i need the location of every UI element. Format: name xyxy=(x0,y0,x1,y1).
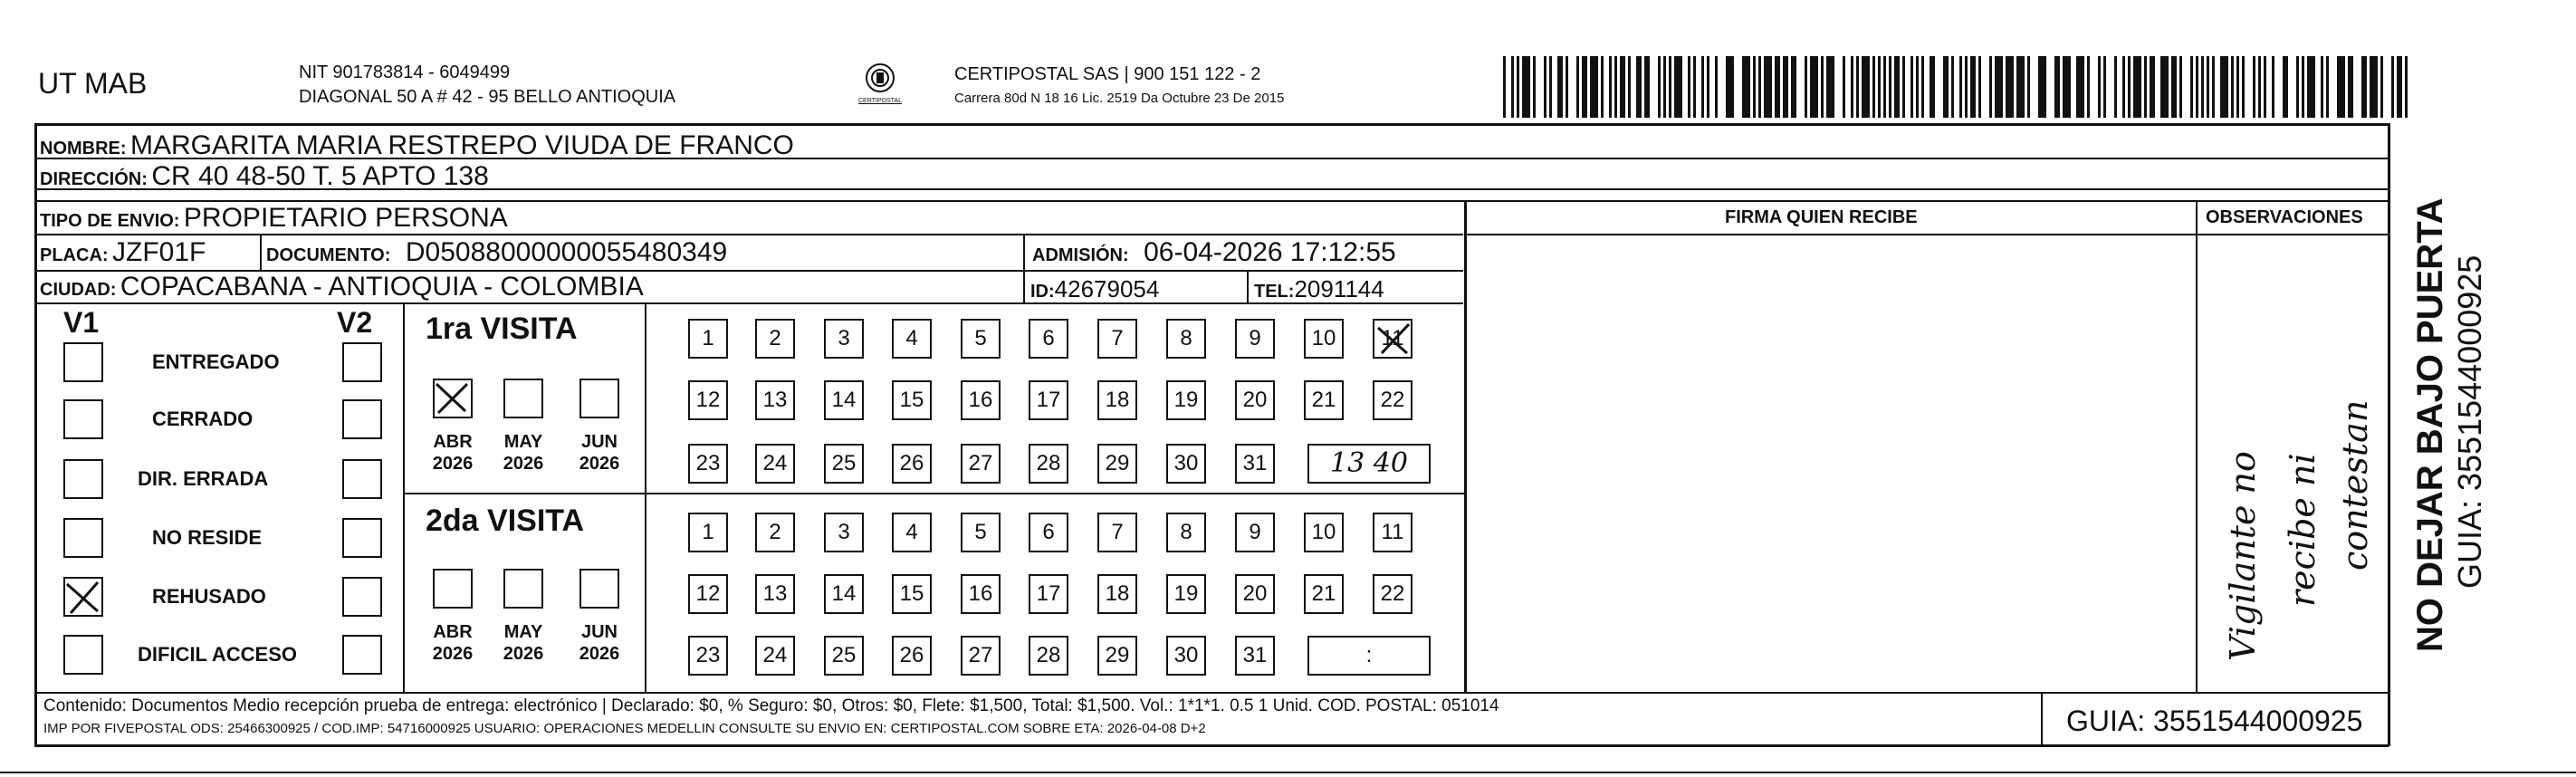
no-dejar-bajo-puerta: NO DEJAR BAJO PUERTA xyxy=(2410,197,2450,652)
first-visit-day-30[interactable]: 30 xyxy=(1166,444,1206,484)
second-visit-day-18[interactable]: 18 xyxy=(1097,574,1137,614)
v1-checkbox-rehusado[interactable] xyxy=(63,577,103,617)
second-visit-day-11[interactable]: 11 xyxy=(1373,513,1412,552)
second-visit-month-label-jun: JUN 2026 xyxy=(579,622,620,664)
v1-checkbox-dir-errada[interactable] xyxy=(63,459,103,499)
second-visit-day-28[interactable]: 28 xyxy=(1029,636,1068,676)
second-visit-day-12[interactable]: 12 xyxy=(688,574,728,614)
barcode xyxy=(1503,56,2411,118)
second-visit-month-jun[interactable] xyxy=(579,569,619,609)
first-visit-day-31[interactable]: 31 xyxy=(1235,444,1275,484)
first-visit-month-label-may: MAY 2026 xyxy=(503,432,544,474)
first-visit-day-27[interactable]: 27 xyxy=(961,444,1001,484)
first-visit-day-13[interactable]: 13 xyxy=(755,380,795,420)
second-visit-title: 2da VISITA xyxy=(426,504,585,538)
carrier-license: Carrera 80d N 18 16 Lic. 2519 Da Octubre 23 De 2015 xyxy=(954,91,1285,106)
status-label-dir-errada: DIR. ERRADA xyxy=(138,467,269,490)
observations-handwritten xyxy=(2202,245,2383,688)
first-visit-day-4[interactable]: 4 xyxy=(892,319,932,359)
tipo-envio-label: TIPO DE ENVIO: xyxy=(40,211,180,231)
first-visit-day-25[interactable]: 25 xyxy=(824,444,864,484)
second-visit-day-1[interactable]: 1 xyxy=(688,513,728,552)
first-visit-day-6[interactable]: 6 xyxy=(1029,319,1068,359)
status-label-no-reside: NO RESIDE xyxy=(152,526,263,549)
second-visit-day-9[interactable]: 9 xyxy=(1235,513,1275,552)
documento-label: DOCUMENTO: xyxy=(266,245,391,265)
second-visit-day-16[interactable]: 16 xyxy=(961,574,1001,614)
side-guia: GUIA: 3551544000925 xyxy=(2451,254,2488,589)
footer-guia: GUIA: 3551544000925 xyxy=(2066,705,2363,737)
observaciones-label: OBSERVACIONES xyxy=(2206,207,2363,227)
nombre-label: NOMBRE: xyxy=(40,139,127,158)
status-label-entregado: ENTREGADO xyxy=(152,350,280,373)
ciudad-value: COPACABANA - ANTIOQUIA - COLOMBIA xyxy=(120,272,644,302)
second-visit-day-27[interactable]: 27 xyxy=(961,636,1001,676)
observation-line-2: recibe ni xyxy=(2283,453,2322,607)
second-visit-day-24[interactable]: 24 xyxy=(755,636,795,676)
first-visit-day-23[interactable]: 23 xyxy=(688,444,728,484)
certipostal-logo xyxy=(858,60,902,105)
first-visit-month-label-abr: ABR 2026 xyxy=(432,432,474,474)
second-visit-day-3[interactable]: 3 xyxy=(824,513,864,552)
first-visit-day-26[interactable]: 26 xyxy=(892,444,932,484)
placa-value: JZF01F xyxy=(112,237,206,267)
sender-address: DIAGONAL 50 A # 42 - 95 BELLO ANTIOQUIA xyxy=(299,87,676,107)
logo-text: CERTIPOSTAL xyxy=(858,98,902,104)
v1-checkbox-entregado[interactable] xyxy=(63,342,103,382)
first-visit-day-5[interactable]: 5 xyxy=(961,319,1001,359)
tel-label: TEL: xyxy=(1254,282,1295,302)
placa-label: PLACA: xyxy=(40,245,109,265)
direccion-value: CR 40 48-50 T. 5 APTO 138 xyxy=(151,161,489,191)
v1-checkbox-cerrado[interactable] xyxy=(63,399,103,439)
second-visit-day-13[interactable]: 13 xyxy=(755,574,795,614)
first-visit-day-11[interactable]: 11 xyxy=(1373,319,1412,359)
second-visit-month-abr[interactable] xyxy=(433,569,473,609)
first-visit-day-17[interactable]: 17 xyxy=(1029,380,1068,420)
firma-label: FIRMA QUIEN RECIBE xyxy=(1725,207,1918,227)
documento-value: D05088000000055480349 xyxy=(405,237,728,267)
status-label-rehusado: REHUSADO xyxy=(152,585,266,608)
second-visit-day-30[interactable]: 30 xyxy=(1166,636,1206,676)
first-visit-day-20[interactable]: 20 xyxy=(1235,380,1275,420)
v1-checkbox-dificil-acceso[interactable] xyxy=(63,635,103,675)
second-visit-month-label-abr: ABR 2026 xyxy=(432,622,474,664)
first-visit-day-19[interactable]: 19 xyxy=(1166,380,1206,420)
admision-label: ADMISIÓN: xyxy=(1032,245,1129,265)
first-visit-day-18[interactable]: 18 xyxy=(1097,380,1137,420)
second-visit-month-may[interactable] xyxy=(503,569,543,609)
first-visit-day-29[interactable]: 29 xyxy=(1097,444,1137,484)
second-visit-day-10[interactable]: 10 xyxy=(1304,513,1344,552)
first-visit-day-28[interactable]: 28 xyxy=(1029,444,1068,484)
first-visit-month-may[interactable] xyxy=(503,379,543,418)
first-visit-day-9[interactable]: 9 xyxy=(1235,319,1275,359)
first-visit-month-jun[interactable] xyxy=(579,379,619,418)
second-visit-day-7[interactable]: 7 xyxy=(1097,513,1137,552)
first-visit-day-21[interactable]: 21 xyxy=(1304,380,1344,420)
v2-checkbox-dificil-acceso[interactable] xyxy=(342,635,382,675)
second-visit-day-14[interactable]: 14 xyxy=(824,574,864,614)
observation-line-1: Vigilante no xyxy=(2223,451,2263,661)
v2-checkbox-rehusado[interactable] xyxy=(342,577,382,617)
first-visit-day-14[interactable]: 14 xyxy=(824,380,864,420)
second-visit-day-31[interactable]: 31 xyxy=(1235,636,1275,676)
second-visit-day-21[interactable]: 21 xyxy=(1304,574,1344,614)
nombre-value: MARGARITA MARIA RESTREPO VIUDA DE FRANCO xyxy=(130,130,794,160)
status-label-cerrado: CERRADO xyxy=(152,408,254,430)
first-visit-day-2[interactable]: 2 xyxy=(755,319,795,359)
company-code: UT MAB xyxy=(38,67,148,100)
second-visit-day-17[interactable]: 17 xyxy=(1029,574,1068,614)
first-visit-day-3[interactable]: 3 xyxy=(824,319,864,359)
ciudad-label: CIUDAD: xyxy=(40,280,117,300)
status-label-dificil-acceso: DIFICIL ACCESO xyxy=(138,643,298,666)
first-visit-day-22[interactable]: 22 xyxy=(1373,380,1412,420)
first-visit-day-8[interactable]: 8 xyxy=(1166,319,1206,359)
first-visit-title: 1ra VISITA xyxy=(426,312,578,346)
second-visit-day-29[interactable]: 29 xyxy=(1097,636,1137,676)
second-visit-day-25[interactable]: 25 xyxy=(824,636,864,676)
second-visit-day-26[interactable]: 26 xyxy=(892,636,932,676)
v2-label: V2 xyxy=(337,306,373,339)
tel-value: 2091144 xyxy=(1294,275,1384,302)
footer-line-1: Contenido: Documentos Medio recepción prueba de entrega: electrónico | Declarado: $0, % Seguro: $0, Otros: $0, Flete: $1,500, Total: $1,500. Vol.: 1*1*1. 0.5 1 Unid. COD. POSTAL: 051014 xyxy=(43,696,1499,715)
observation-line-3: contestan xyxy=(2335,399,2375,571)
v2-checkbox-dir-errada[interactable] xyxy=(342,459,382,499)
direccion-label: DIRECCIÓN: xyxy=(40,169,148,189)
v2-checkbox-no-reside[interactable] xyxy=(342,518,382,558)
second-visit-day-4[interactable]: 4 xyxy=(892,513,932,552)
second-visit-day-8[interactable]: 8 xyxy=(1166,513,1206,552)
first-visit-month-label-jun: JUN 2026 xyxy=(579,432,620,474)
first-visit-day-15[interactable]: 15 xyxy=(892,380,932,420)
first-visit-day-10[interactable]: 10 xyxy=(1304,319,1344,359)
admision-value: 06-04-2026 17:12:55 xyxy=(1144,237,1396,267)
second-visit-day-23[interactable]: 23 xyxy=(688,636,728,676)
first-visit-day-24[interactable]: 24 xyxy=(755,444,795,484)
tipo-envio-value: PROPIETARIO PERSONA xyxy=(183,203,508,233)
second-visit-day-5[interactable]: 5 xyxy=(961,513,1001,552)
v2-checkbox-entregado[interactable] xyxy=(342,342,382,382)
first-visit-day-1[interactable]: 1 xyxy=(688,319,728,359)
nit: NIT 901783814 - 6049499 xyxy=(299,62,511,82)
id-label: ID: xyxy=(1030,282,1055,302)
second-visit-day-15[interactable]: 15 xyxy=(892,574,932,614)
second-visit-day-22[interactable]: 22 xyxy=(1373,574,1412,614)
first-visit-time[interactable]: 13 40 xyxy=(1307,444,1431,484)
second-visit-month-label-may: MAY 2026 xyxy=(503,622,544,664)
second-visit-day-6[interactable]: 6 xyxy=(1029,513,1068,552)
footer-line-2: IMP POR FIVEPOSTAL ODS: 25466300925 / COD.IMP: 54716000925 USUARIO: OPERACIONES MEDELLIN CONSULTE SU ENVIO EN: CERTIPOSTAL.COM SOBRE ETA: 2026-04-08 D+2 xyxy=(43,721,1206,736)
carrier-name: CERTIPOSTAL SAS | 900 151 122 - 2 xyxy=(954,64,1261,84)
v1-checkbox-no-reside[interactable] xyxy=(63,518,103,558)
first-visit-month-abr[interactable] xyxy=(433,379,473,418)
first-visit-day-12[interactable]: 12 xyxy=(688,380,728,420)
v2-checkbox-cerrado[interactable] xyxy=(342,399,382,439)
v1-label: V1 xyxy=(63,306,100,339)
id-value: 42679054 xyxy=(1054,275,1160,302)
second-visit-time[interactable]: : xyxy=(1307,636,1431,676)
first-visit-day-7[interactable]: 7 xyxy=(1097,319,1137,359)
first-visit-day-16[interactable]: 16 xyxy=(961,380,1001,420)
second-visit-day-20[interactable]: 20 xyxy=(1235,574,1275,614)
second-visit-day-2[interactable]: 2 xyxy=(755,513,795,552)
second-visit-day-19[interactable]: 19 xyxy=(1166,574,1206,614)
